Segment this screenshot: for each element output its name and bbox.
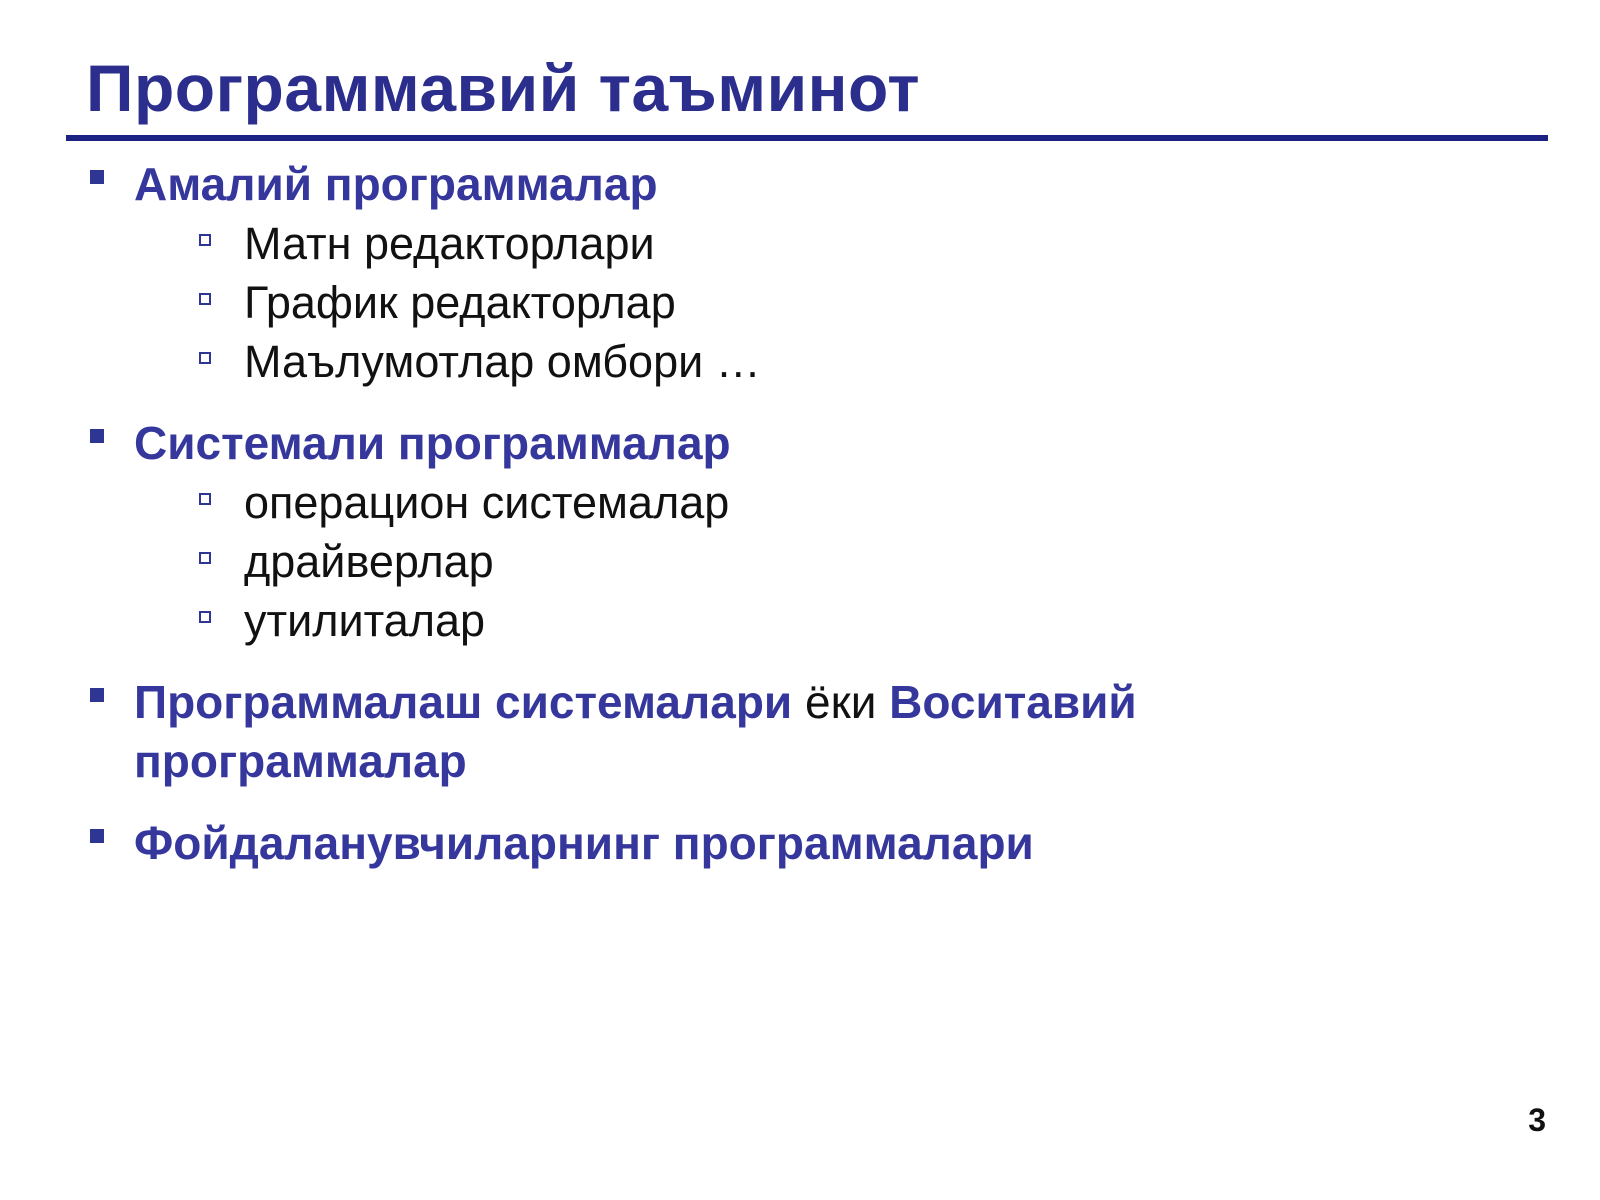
- list-item-programming-systems: [0, 673, 1600, 791]
- bullet-list: [0, 155, 1600, 873]
- item-connector: ёки: [792, 676, 890, 728]
- sublist-item-label: операцион системалар: [244, 477, 730, 528]
- sublist-item-label: Матн редакторлари: [244, 218, 655, 269]
- slide-title: Программавий таъминот: [86, 51, 921, 125]
- sublist-item-label: драйверлар: [244, 536, 494, 587]
- hollow-square-bullet-icon: [199, 552, 211, 564]
- sublist: [0, 214, 1600, 391]
- list-item-user-programs: [0, 814, 1600, 873]
- list-item-system-programs: [0, 414, 1600, 650]
- item-label-part1: Программалаш системалари: [134, 676, 793, 728]
- sublist-item: [0, 214, 1600, 273]
- list-item-applied-programs: [0, 155, 1600, 391]
- sublist-item: [0, 532, 1600, 591]
- square-bullet-icon: [90, 170, 104, 184]
- item-label: Фойдаланувчиларнинг программалари: [134, 817, 1034, 869]
- hollow-square-bullet-icon: [199, 234, 211, 246]
- sublist-item: [0, 591, 1600, 650]
- sublist-item: [0, 332, 1600, 391]
- square-bullet-icon: [90, 829, 104, 843]
- hollow-square-bullet-icon: [199, 611, 211, 623]
- title-underline: [66, 135, 1548, 141]
- hollow-square-bullet-icon: [199, 493, 211, 505]
- sublist-item: [0, 273, 1600, 332]
- page-number: 3: [1528, 1102, 1546, 1138]
- item-label: Амалий программалар: [134, 158, 658, 210]
- hollow-square-bullet-icon: [199, 293, 211, 305]
- sublist-item-label: Маълумотлар омбори …: [244, 336, 761, 387]
- square-bullet-icon: [90, 688, 104, 702]
- square-bullet-icon: [90, 429, 104, 443]
- hollow-square-bullet-icon: [199, 352, 211, 364]
- item-label-part2: Воситавий программалар: [134, 676, 1137, 787]
- sublist-item-label: утилиталар: [244, 595, 486, 646]
- sublist-item: [0, 473, 1600, 532]
- item-label: Системали программалар: [134, 417, 731, 469]
- sublist: [0, 473, 1600, 650]
- sublist-item-label: График редакторлар: [244, 277, 676, 328]
